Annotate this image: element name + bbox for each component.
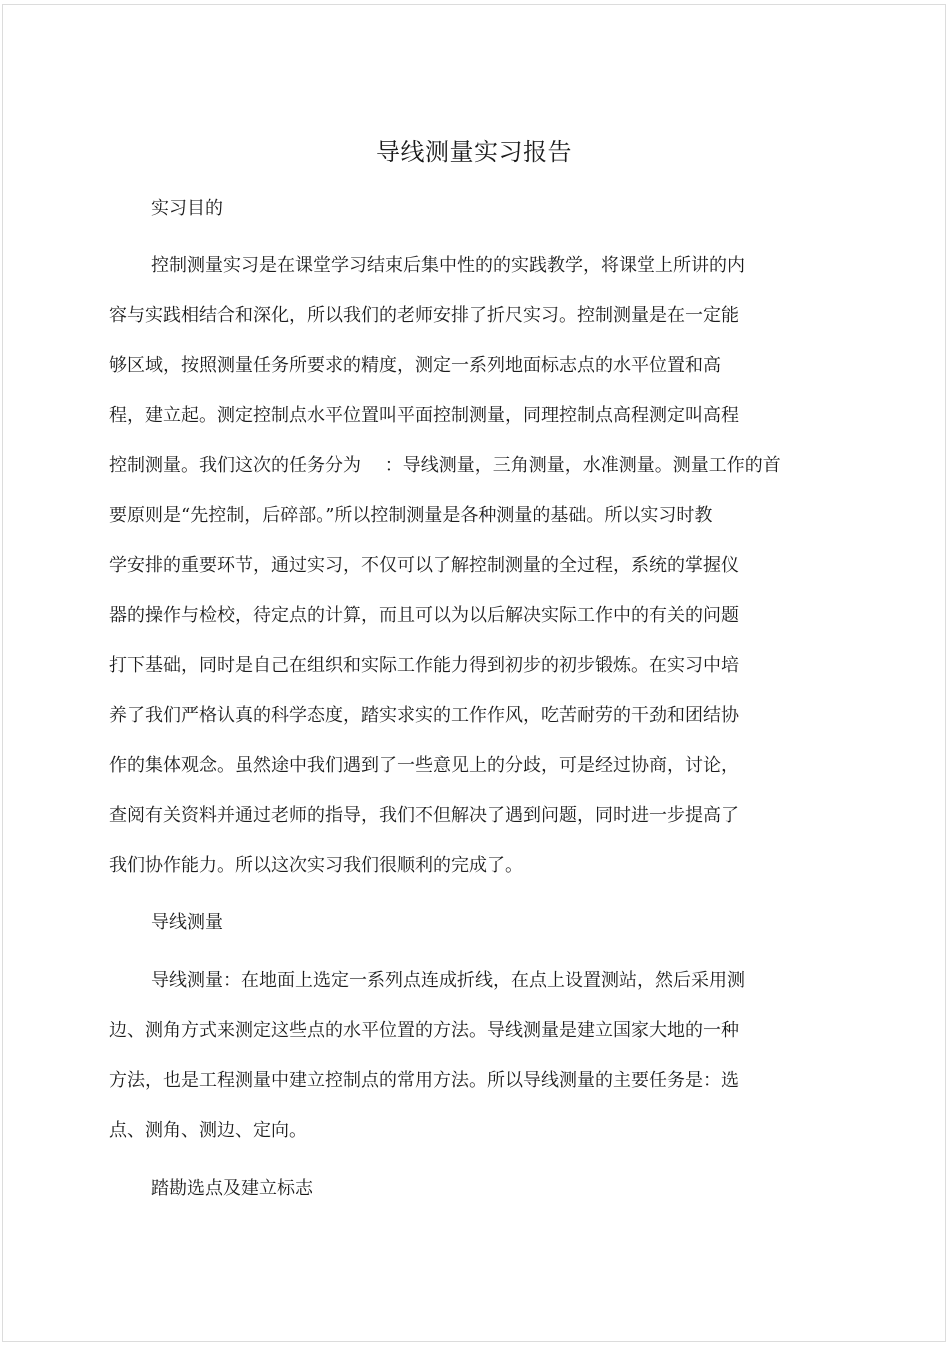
paragraph-line: 学安排的重要环节，通过实习，不仅可以了解控制测量的全过程，系统的掌握仪 (109, 555, 739, 576)
paragraph-line: 容与实践相结合和深化，所以我们的老师安排了折尺实习。控制测量是在一定能 (109, 305, 739, 326)
section-heading-purpose: 实习目的 (151, 198, 223, 219)
paragraph-line: 控制测量实习是在课堂学习结束后集中性的的实践教学，将课堂上所讲的内 (151, 255, 745, 276)
paragraph-line: 器的操作与检校，待定点的计算，而且可以为以后解决实际工作中的有关的问题 (109, 605, 739, 626)
paragraph-line: 养了我们严格认真的科学态度，踏实求实的工作作风，吃苦耐劳的干劲和团结协 (109, 705, 739, 726)
paragraph-line: 控制测量。我们这次的任务分为 ：导线测量，三角测量，水准测量。测量工作的首 (109, 455, 781, 476)
document-page (2, 4, 946, 1342)
paragraph-line: 够区域，按照测量任务所要求的精度，测定一系列地面标志点的水平位置和高 (109, 355, 721, 376)
paragraph-line: 查阅有关资料并通过老师的指导，我们不但解决了遇到问题，同时进一步提高了 (109, 805, 739, 826)
document-title: 导线测量实习报告 (376, 138, 572, 166)
paragraph-line: 打下基础，同时是自己在组织和实际工作能力得到初步的初步锻炼。在实习中培 (109, 655, 739, 676)
paragraph-line: 点、测角、测边、定向。 (109, 1120, 307, 1141)
paragraph-line: 导线测量：在地面上选定一系列点连成折线，在点上设置测站，然后采用测 (151, 970, 745, 991)
paragraph-line: 方法，也是工程测量中建立控制点的常用方法。所以导线测量的主要任务是：选 (109, 1070, 739, 1091)
paragraph-line: 我们协作能力。所以这次实习我们很顺利的完成了。 (109, 855, 523, 876)
paragraph-line: 要原则是“先控制，后碎部。”所以控制测量是各种测量的基础。所以实习时教 (109, 505, 713, 526)
paragraph-line: 边、测角方式来测定这些点的水平位置的方法。导线测量是建立国家大地的一种 (109, 1020, 739, 1041)
paragraph-line: 程，建立起。测定控制点水平位置叫平面控制测量，同理控制点高程测定叫高程 (109, 405, 739, 426)
section-heading-traverse: 导线测量 (151, 912, 223, 933)
section-heading-survey-points: 踏勘选点及建立标志 (151, 1178, 313, 1199)
paragraph-line: 作的集体观念。虽然途中我们遇到了一些意见上的分歧，可是经过协商，讨论， (109, 755, 739, 776)
